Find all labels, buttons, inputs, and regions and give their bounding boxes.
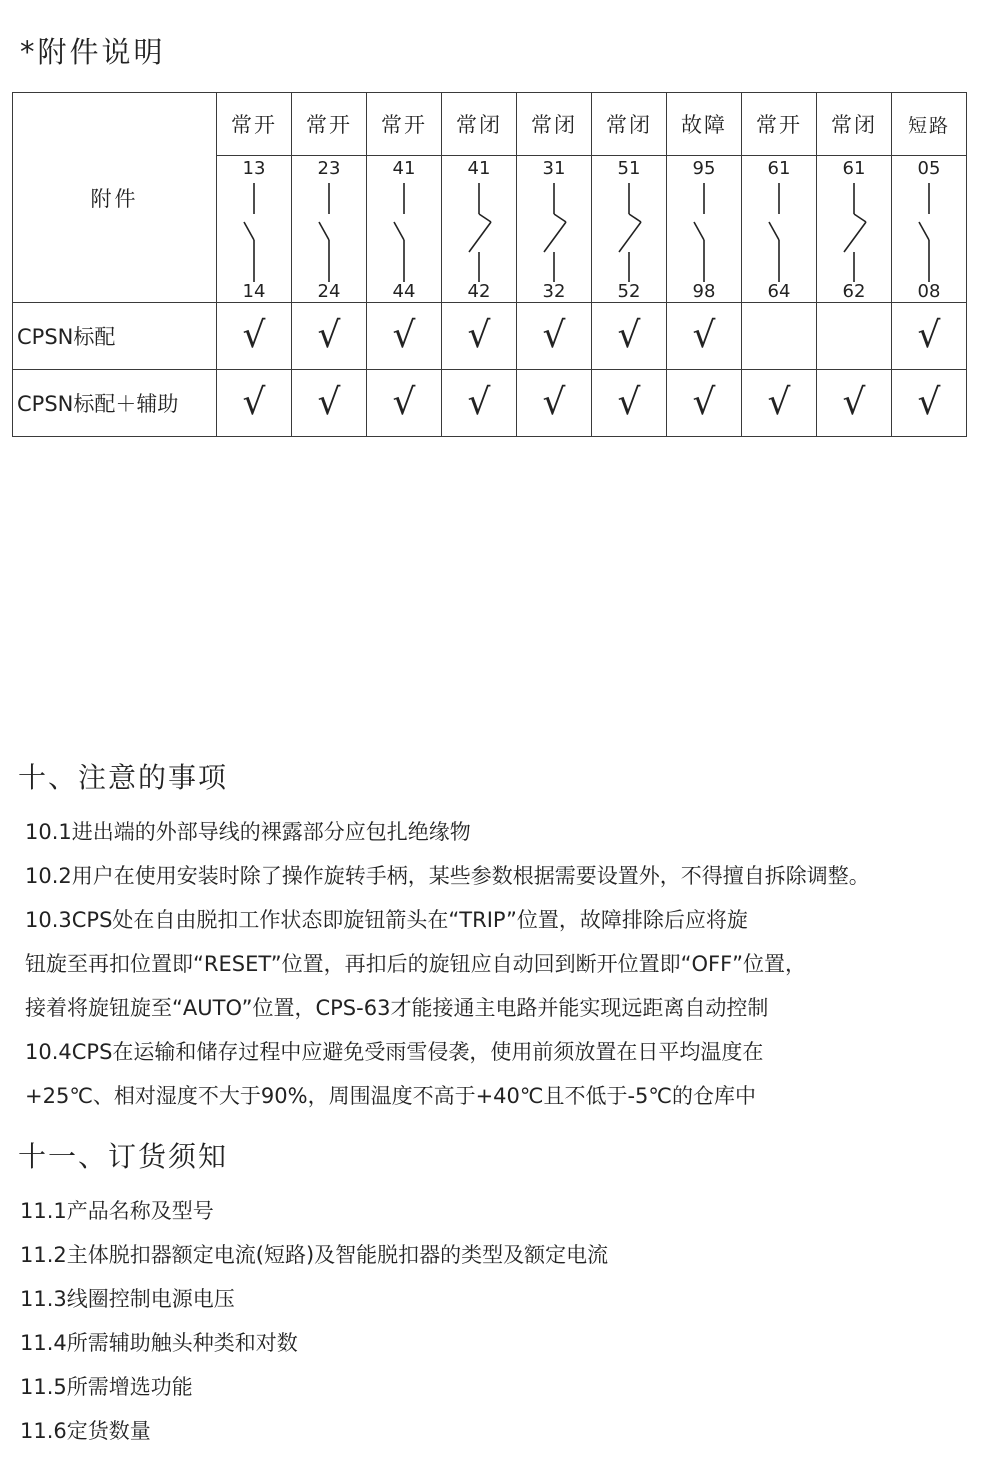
check-cell	[667, 303, 742, 370]
terminal-top-number: 05	[917, 158, 941, 179]
contact-diagram-cell	[667, 156, 742, 303]
check-cell	[367, 370, 442, 437]
check-mark: √	[917, 382, 941, 423]
order-item: 11.4所需辅助触头种类和对数	[20, 1331, 298, 1355]
check-mark: √	[317, 315, 341, 356]
terminal-bottom-number: 24	[317, 281, 341, 302]
note-line: +25℃、相对湿度不大于90%，周围温度不高于+40℃且不低于-5℃的仓库中	[25, 1084, 756, 1108]
note-line: 10.2用户在使用安装时除了操作旋转手柄，某些参数根据需要设置外，不得擅自拆除调整。	[25, 864, 870, 888]
check-cell	[367, 303, 442, 370]
column-head: 常闭	[442, 93, 517, 156]
terminal-bottom-number: 42	[467, 281, 491, 302]
contact-diagram-cell	[367, 156, 442, 303]
contact-diagram-cell	[742, 156, 817, 303]
check-mark: √	[467, 315, 491, 356]
terminal-bottom-number: 14	[242, 281, 266, 302]
column-head: 常开	[217, 93, 292, 156]
check-mark: √	[617, 315, 641, 356]
check-mark: √	[317, 382, 341, 423]
check-mark: √	[467, 382, 491, 423]
check-mark: √	[842, 382, 866, 423]
check-mark: √	[917, 315, 941, 356]
order-heading: 十一、订货须知	[18, 1140, 229, 1173]
row-label: CPSN标配＋辅助	[13, 370, 217, 437]
contact-diagram-cell	[217, 156, 292, 303]
check-cell	[517, 370, 592, 437]
column-head: 常闭	[592, 93, 667, 156]
terminal-top-number: 95	[692, 158, 716, 179]
check-cell	[892, 303, 967, 370]
terminal-top-number: 51	[617, 158, 641, 179]
accessory-header-label: 附件	[90, 186, 139, 211]
terminal-top-number: 41	[467, 158, 491, 179]
order-item: 11.3线圈控制电源电压	[20, 1287, 235, 1311]
check-cell	[817, 303, 892, 370]
check-mark: √	[392, 382, 416, 423]
check-cell	[217, 303, 292, 370]
accessory-header-cell	[13, 93, 217, 303]
terminal-bottom-number: 32	[542, 281, 566, 302]
contact-diagram-cell	[292, 156, 367, 303]
terminal-top-number: 61	[767, 158, 791, 179]
order-item: 11.1产品名称及型号	[20, 1199, 214, 1223]
order-item: 11.6定货数量	[20, 1419, 151, 1443]
check-mark: √	[242, 382, 266, 423]
notes-heading: 十、注意的事项	[18, 761, 229, 794]
note-line: 10.1进出端的外部导线的裸露部分应包扎绝缘物	[25, 820, 471, 844]
terminal-bottom-number: 08	[917, 281, 941, 302]
contact-diagram-cell	[592, 156, 667, 303]
contact-diagram-cell	[817, 156, 892, 303]
column-head: 短路	[892, 93, 967, 156]
terminal-bottom-number: 62	[842, 281, 866, 302]
row-label: CPSN标配	[13, 303, 217, 370]
contact-diagram-cell	[442, 156, 517, 303]
check-cell	[817, 370, 892, 437]
check-cell	[742, 303, 817, 370]
column-head: 常闭	[817, 93, 892, 156]
check-cell	[442, 370, 517, 437]
terminal-top-number: 23	[317, 158, 341, 179]
check-cell	[592, 303, 667, 370]
check-cell	[217, 370, 292, 437]
order-item: 11.2主体脱扣器额定电流(短路)及智能脱扣器的类型及额定电流	[20, 1243, 609, 1267]
column-head: 常开	[292, 93, 367, 156]
check-cell	[667, 370, 742, 437]
check-cell	[292, 303, 367, 370]
terminal-bottom-number: 98	[692, 281, 716, 302]
check-mark: √	[767, 382, 791, 423]
column-head: 常开	[367, 93, 442, 156]
note-line: 接着将旋钮旋至“AUTO”位置，CPS-63才能接通主电路并能实现远距离自动控制	[25, 996, 769, 1020]
column-head: 故障	[667, 93, 742, 156]
terminal-top-number: 13	[242, 158, 266, 179]
column-head: 常开	[742, 93, 817, 156]
terminal-bottom-number: 44	[392, 281, 416, 302]
contact-diagram-cell	[892, 156, 967, 303]
terminal-top-number: 41	[392, 158, 416, 179]
check-cell	[292, 370, 367, 437]
check-mark: √	[542, 315, 566, 356]
terminal-bottom-number: 64	[767, 281, 791, 302]
note-line: 10.3CPS处在自由脱扣工作状态即旋钮箭头在“TRIP”位置，故障排除后应将旋	[25, 908, 748, 932]
check-mark: √	[692, 315, 716, 356]
page-title: *附件说明	[20, 35, 166, 69]
check-cell	[892, 370, 967, 437]
order-item: 11.5所需增选功能	[20, 1375, 193, 1399]
check-cell	[442, 303, 517, 370]
check-cell	[742, 370, 817, 437]
accessory-table	[12, 92, 967, 437]
check-mark: √	[542, 382, 566, 423]
check-mark: √	[242, 315, 266, 356]
check-mark: √	[692, 382, 716, 423]
contact-diagram-cell	[517, 156, 592, 303]
check-mark: √	[392, 315, 416, 356]
terminal-top-number: 61	[842, 158, 866, 179]
terminal-top-number: 31	[542, 158, 566, 179]
check-cell	[592, 370, 667, 437]
note-line: 钮旋至再扣位置即“RESET”位置，再扣后的旋钮应自动回到断开位置即“OFF”位置，	[25, 952, 807, 976]
check-mark: √	[617, 382, 641, 423]
note-line: 10.4CPS在运输和储存过程中应避免受雨雪侵袭，使用前须放置在日平均温度在	[25, 1040, 764, 1064]
check-cell	[517, 303, 592, 370]
terminal-bottom-number: 52	[617, 281, 641, 302]
column-head: 常闭	[517, 93, 592, 156]
